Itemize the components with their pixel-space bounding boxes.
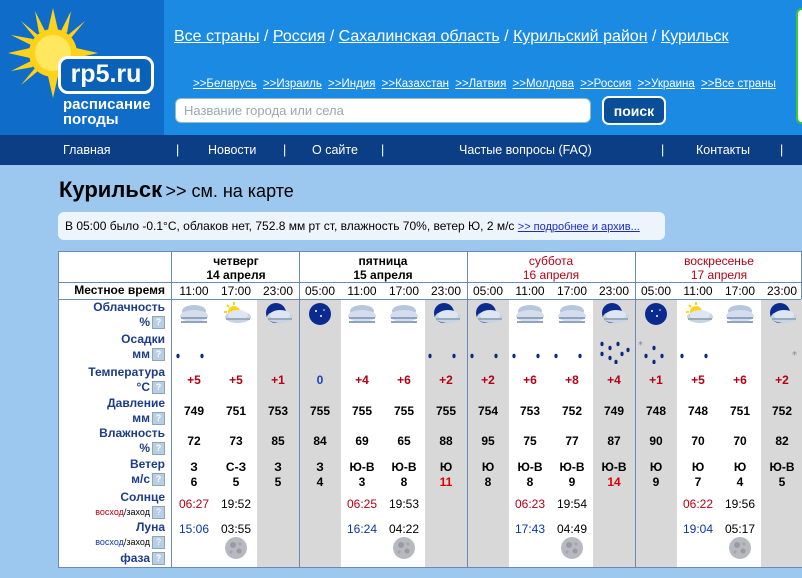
no-precip-icon [719, 334, 761, 364]
humidity-cell: 85 [271, 434, 285, 448]
temperature-cell: +2 [481, 373, 495, 387]
temperature-cell: +5 [187, 373, 201, 387]
country-link-russia[interactable]: >>Россия [580, 78, 632, 90]
help-icon[interactable]: ? [152, 442, 165, 455]
rise-label: восход [95, 537, 124, 547]
row-label-precip [59, 332, 171, 364]
temperature-cell: +4 [355, 373, 369, 387]
row-label-wind [59, 457, 171, 489]
moonset-time: 03:55 [220, 522, 252, 536]
time-cell: 17:00 [724, 284, 756, 298]
time-cell: 11:00 [179, 284, 209, 298]
rise-label: восход [95, 507, 124, 517]
cloudy-icon [173, 302, 215, 330]
wind-direction-cell: Ю-В [349, 460, 375, 474]
row-label-text: Температура [88, 365, 165, 379]
moon-phase-icon [392, 536, 416, 560]
light-rain-icon [173, 334, 215, 364]
country-link-belarus[interactable]: >>Беларусь [193, 78, 257, 90]
moonset-time: 05:17 [724, 522, 756, 536]
svg-text:*: * [792, 350, 797, 361]
logo-text: rp5.ru [58, 56, 154, 94]
temperature-cell: +4 [607, 373, 621, 387]
day-header [467, 254, 635, 282]
light-rain-icon [677, 334, 719, 364]
day-weekday: воскресенье [684, 254, 754, 268]
night-cloud-icon [257, 302, 299, 330]
nav-sep: | [176, 143, 180, 157]
humidity-cell: 75 [523, 434, 537, 448]
country-link-latvia[interactable]: >>Латвия [455, 78, 507, 90]
wind-speed-cell: 5 [274, 475, 282, 489]
pressure-cell: 755 [435, 404, 457, 418]
country-link-india[interactable]: >>Индия [328, 78, 376, 90]
nav-contacts[interactable]: Контакты [696, 143, 750, 157]
humidity-cell: 73 [229, 434, 243, 448]
humidity-cell: 82 [775, 434, 789, 448]
day-date: 17 апреля [690, 268, 748, 282]
wind-speed-cell: 14 [607, 475, 621, 489]
sunset-time: 19:53 [388, 497, 420, 511]
moonset-time: 04:49 [556, 522, 588, 536]
temperature-cell: +1 [649, 373, 663, 387]
row-label-text: Осадки [121, 332, 165, 346]
light-rain-icon [467, 334, 509, 364]
row-label-text: Солнце [120, 490, 165, 504]
wind-direction-cell: Ю-В [517, 460, 543, 474]
temperature-cell: +1 [271, 373, 285, 387]
current-weather-status [58, 212, 665, 240]
row-unit: м/с [131, 472, 150, 486]
country-link-all[interactable]: >>Все страны [701, 78, 776, 90]
temperature-cell: +8 [565, 373, 579, 387]
nav-about[interactable]: О сайте [312, 143, 358, 157]
breadcrumb-sep: / [263, 28, 269, 45]
time-cell: 05:00 [304, 284, 336, 298]
row-label-text: Ветер [129, 457, 165, 471]
row-label-text: Влажность [99, 426, 165, 440]
country-link-moldova[interactable]: >>Молдова [512, 78, 575, 90]
breadcrumb-all-countries[interactable]: Все страны [174, 28, 260, 45]
sunrise-time: 06:22 [682, 497, 714, 511]
pressure-cell: 749 [603, 404, 625, 418]
sunrise-time: 06:23 [514, 497, 546, 511]
temperature-cell: 0 [316, 373, 324, 387]
row-label-text: фаза [120, 551, 150, 565]
time-cell: 17:00 [220, 284, 252, 298]
pressure-cell: 755 [309, 404, 331, 418]
pressure-cell: 752 [771, 404, 793, 418]
temperature-cell: +5 [229, 373, 243, 387]
wind-direction-cell: З [190, 460, 198, 474]
row-label-sun [59, 490, 171, 520]
time-cell: 17:00 [388, 284, 420, 298]
humidity-cell: 87 [607, 434, 621, 448]
humidity-cell: 70 [733, 434, 747, 448]
slash: / [123, 537, 127, 547]
wind-speed-cell: 11 [439, 475, 453, 489]
no-precip-icon [383, 334, 425, 364]
humidity-cell: 77 [565, 434, 579, 448]
wind-direction-cell: Ю [649, 460, 663, 474]
wind-speed-cell: 5 [232, 475, 240, 489]
moon-phase-icon [728, 536, 752, 560]
time-cell: 11:00 [347, 284, 377, 298]
light-rain-icon [425, 334, 467, 364]
page-title [59, 177, 294, 203]
breadcrumb-kurilsky[interactable]: Курильский район [513, 28, 648, 45]
day-date: 15 апреля [353, 268, 413, 282]
breadcrumb-sakhalin[interactable]: Сахалинская область [338, 28, 500, 45]
help-icon[interactable]: ? [152, 348, 165, 361]
day-header [299, 254, 467, 282]
pressure-cell: 751 [225, 404, 247, 418]
cloudy-icon [509, 302, 551, 330]
wind-speed-cell: 9 [652, 475, 660, 489]
wind-speed-cell: 7 [694, 475, 702, 489]
moonset-time: 04:22 [388, 522, 420, 536]
wind-speed-cell: 5 [778, 475, 786, 489]
moon-phase-icon [224, 536, 248, 560]
pressure-cell: 753 [519, 404, 541, 418]
humidity-cell: 88 [439, 434, 453, 448]
row-label-temp [59, 365, 171, 396]
humidity-cell: 84 [313, 434, 327, 448]
nav-sep: | [780, 143, 784, 157]
no-precip-icon [257, 334, 299, 364]
row-label-text: Луна [135, 520, 165, 534]
no-precip-icon [215, 334, 257, 364]
help-icon[interactable]: ? [152, 536, 165, 549]
pressure-cell: 752 [561, 404, 583, 418]
row-label-text: Облачность [93, 300, 165, 314]
temperature-cell: +2 [775, 373, 789, 387]
cloudy-icon [383, 302, 425, 330]
row-unit: мм [132, 347, 150, 361]
country-link-israel[interactable]: >>Израиль [262, 78, 322, 90]
pressure-cell: 755 [393, 404, 415, 418]
nav-sep: | [283, 143, 287, 157]
breadcrumb [174, 28, 729, 46]
row-label-clouds [59, 300, 171, 332]
humidity-cell: 70 [691, 434, 705, 448]
moonrise-time: 19:04 [682, 522, 714, 536]
sunset-time: 19:56 [724, 497, 756, 511]
day-date: 16 апреля [522, 268, 580, 282]
wind-direction-cell: Ю-В [559, 460, 585, 474]
wind-speed-cell: 6 [190, 475, 198, 489]
day-header [635, 254, 802, 282]
breadcrumb-sep: / [504, 28, 509, 45]
temperature-cell: +6 [523, 373, 537, 387]
wind-speed-cell: 3 [358, 475, 366, 489]
snow-icon [761, 334, 802, 364]
forecast-table [58, 251, 802, 568]
help-icon[interactable]: ? [152, 412, 165, 425]
help-icon[interactable]: ? [152, 552, 165, 565]
details-archive-link[interactable]: >> подробнее и архив... [517, 221, 640, 233]
wind-speed-cell: 9 [568, 475, 576, 489]
pressure-cell: 749 [183, 404, 205, 418]
help-icon[interactable]: ? [152, 381, 165, 394]
wind-direction-cell: Ю [691, 460, 705, 474]
logo-subtitle [63, 97, 151, 127]
help-icon[interactable]: ? [152, 506, 165, 519]
time-cell: 23:00 [598, 284, 630, 298]
clear-night-icon [299, 302, 341, 330]
wind-direction-cell: Ю [439, 460, 453, 474]
light-rain-icon [509, 334, 551, 364]
search-input[interactable] [175, 98, 591, 123]
nav-news[interactable]: Новости [208, 143, 257, 157]
wind-direction-cell: Ю-В [391, 460, 417, 474]
heavy-rain-icon [593, 334, 635, 364]
country-links [193, 78, 779, 90]
night-cloud-icon [425, 302, 467, 330]
sunrise-time: 06:27 [178, 497, 210, 511]
sun-cloud-icon [677, 302, 719, 330]
night-cloud-icon [761, 302, 802, 330]
temperature-cell: +2 [439, 373, 453, 387]
logo-subtitle-line1: расписание [63, 96, 151, 113]
wind-direction-cell: Ю [481, 460, 495, 474]
temperature-cell: +6 [733, 373, 747, 387]
pressure-cell: 748 [687, 404, 709, 418]
search-button[interactable]: поиск [602, 96, 666, 125]
pressure-cell: 754 [477, 404, 499, 418]
wind-direction-cell: С-З [225, 460, 247, 474]
time-cell: 11:00 [515, 284, 545, 298]
wind-speed-cell: 8 [400, 475, 408, 489]
wind-speed-cell: 4 [736, 475, 744, 489]
nav-home[interactable]: Главная [63, 143, 111, 157]
time-cell: 23:00 [262, 284, 294, 298]
sunset-time: 19:52 [220, 497, 252, 511]
set-label: заход [126, 537, 150, 547]
clear-night-icon [635, 302, 677, 330]
slash: / [123, 507, 127, 517]
sunset-time: 19:54 [556, 497, 588, 511]
side-panel-edge [796, 8, 802, 124]
wind-direction-cell: Ю-В [769, 460, 795, 474]
set-label: заход [126, 507, 150, 517]
day-date: 14 апреля [206, 268, 266, 282]
row-unit: мм [132, 411, 150, 425]
wind-speed-cell: 8 [526, 475, 534, 489]
moonrise-time: 16:24 [346, 522, 378, 536]
cloudy-icon [341, 302, 383, 330]
breadcrumb-russia[interactable]: Россия [272, 28, 326, 45]
breadcrumb-sep: / [329, 28, 335, 45]
light-rain-icon [551, 334, 593, 364]
night-cloud-icon [467, 302, 509, 330]
help-icon[interactable]: ? [152, 316, 165, 329]
pressure-cell: 751 [729, 404, 751, 418]
row-label-phase [59, 550, 171, 566]
day-header [173, 254, 299, 282]
breadcrumb-kurilsk[interactable]: Курильск [660, 28, 729, 45]
wind-direction-cell: Ю [733, 460, 747, 474]
moonrise-time: 15:06 [178, 522, 210, 536]
svg-text:*: * [638, 340, 643, 351]
row-unit: % [139, 315, 150, 329]
snow-rain-icon [635, 334, 677, 364]
nav-sep: | [381, 143, 385, 157]
wind-direction-cell: З [316, 460, 324, 474]
help-icon[interactable]: ? [152, 473, 165, 486]
main-nav [0, 135, 802, 165]
wind-speed-cell: 8 [484, 475, 492, 489]
night-cloud-icon [593, 302, 635, 330]
time-cell: 17:00 [556, 284, 588, 298]
city-name: Курильск [59, 177, 163, 202]
cloudy-icon [719, 302, 761, 330]
row-label-local-time: Местное время [74, 283, 165, 297]
moon-phase-icon [560, 536, 584, 560]
time-cell: 05:00 [472, 284, 504, 298]
day-weekday: четверг [213, 254, 259, 268]
pressure-cell: 755 [351, 404, 373, 418]
time-cell: 23:00 [430, 284, 462, 298]
moonrise-time: 17:43 [514, 522, 546, 536]
header [0, 0, 802, 135]
status-text: В 05:00 было -0.1°C, облаков нет, 752.8 мм рт ст, влажность 70%, ветер Ю, 2 м/с [65, 219, 515, 233]
time-cell: 11:00 [683, 284, 713, 298]
breadcrumb-sep: / [651, 28, 657, 45]
humidity-cell: 90 [649, 434, 663, 448]
time-cell: 05:00 [640, 284, 672, 298]
wind-direction-cell: Ю-В [601, 460, 627, 474]
logo-subtitle-line2: погоды [63, 111, 119, 128]
temperature-cell: +5 [691, 373, 705, 387]
country-link-ukraine[interactable]: >>Украина [637, 78, 695, 90]
sun-cloud-icon [215, 302, 257, 330]
no-precip-icon [299, 334, 341, 364]
logo[interactable] [0, 0, 164, 135]
row-label-moon [59, 520, 171, 548]
day-weekday: суббота [528, 254, 574, 268]
row-unit: °C [136, 380, 150, 394]
no-precip-icon [341, 334, 383, 364]
humidity-cell: 72 [187, 434, 201, 448]
row-label-humidity [59, 426, 171, 457]
cloudy-icon [551, 302, 593, 330]
temperature-cell: +6 [397, 373, 411, 387]
day-weekday: пятница [358, 254, 408, 268]
pressure-cell: 748 [645, 404, 667, 418]
map-link[interactable]: >> см. на карте [165, 181, 294, 201]
time-cell: 23:00 [766, 284, 798, 298]
row-unit: % [139, 441, 150, 455]
wind-direction-cell: З [274, 460, 282, 474]
humidity-cell: 65 [397, 434, 411, 448]
country-link-kazakhstan[interactable]: >>Казахстан [381, 78, 449, 90]
nav-sep: | [661, 143, 665, 157]
row-label-text: Давление [107, 396, 165, 410]
sunrise-time: 06:25 [346, 497, 378, 511]
row-label-pressure [59, 396, 171, 426]
humidity-cell: 95 [481, 434, 495, 448]
humidity-cell: 69 [355, 434, 369, 448]
pressure-cell: 753 [267, 404, 289, 418]
wind-speed-cell: 4 [316, 475, 324, 489]
nav-faq[interactable]: Частые вопросы (FAQ) [459, 143, 592, 157]
